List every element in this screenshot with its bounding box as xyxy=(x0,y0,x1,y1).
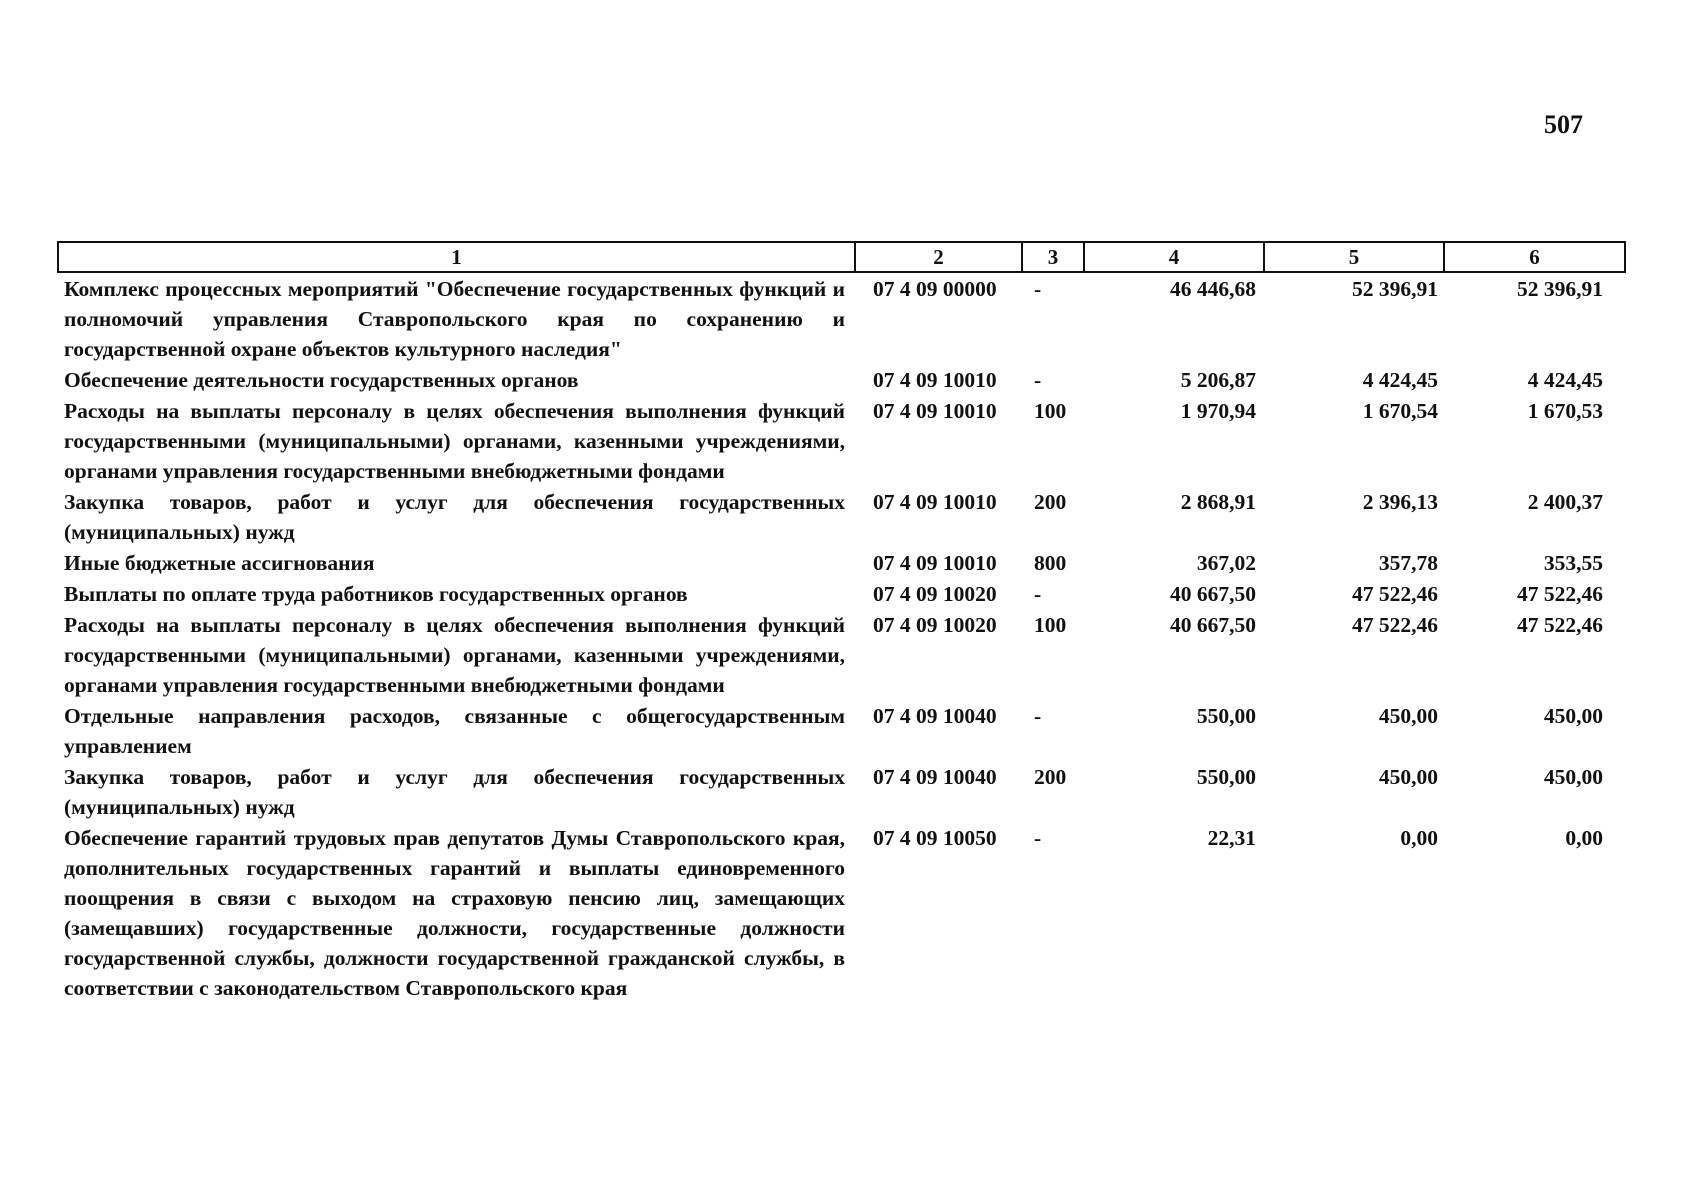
column-header-2: 2 xyxy=(855,242,1022,272)
row-name: Обеспечение деятельности государственных органов xyxy=(64,368,579,392)
row-name: Закупка товаров, работ и услуг для обеспечения государственных (муниципальных) нужд xyxy=(64,490,845,544)
row-name: Расходы на выплаты персоналу в целях обеспечения выполнения функций государственными (муниципальными) органами, казенными учреждениями, органами управления государственными внебюджетными фондами xyxy=(64,399,845,483)
column-header-1: 1 xyxy=(58,242,855,272)
page-number: 507 xyxy=(1544,110,1583,139)
row-value-col5: 450,00 xyxy=(1378,765,1438,789)
row-code: 07 4 09 10050 xyxy=(873,826,997,850)
row-value-col4: 40 667,50 xyxy=(1170,613,1256,637)
row-code: 07 4 09 10020 xyxy=(873,582,997,606)
row-value-col4: 550,00 xyxy=(1196,704,1256,728)
row-code: 07 4 09 10040 xyxy=(873,704,997,728)
table-row xyxy=(58,700,1625,761)
row-value-col5: 1 670,54 xyxy=(1362,399,1438,423)
row-value-col5: 47 522,46 xyxy=(1352,613,1438,637)
row-expense-type: 200 xyxy=(1034,765,1067,789)
row-value-col4: 550,00 xyxy=(1196,765,1256,789)
row-expense-type: 100 xyxy=(1034,399,1067,423)
table-row xyxy=(58,486,1625,547)
budget-table xyxy=(57,241,1626,1003)
row-value-col4: 40 667,50 xyxy=(1170,582,1256,606)
row-value-col6: 450,00 xyxy=(1543,765,1603,789)
row-expense-type: - xyxy=(1034,368,1042,392)
column-header-3: 3 xyxy=(1022,242,1084,272)
table-header xyxy=(58,242,1625,272)
row-code: 07 4 09 10020 xyxy=(873,613,997,637)
column-header-6: 6 xyxy=(1444,242,1625,272)
row-value-col5: 450,00 xyxy=(1378,704,1438,728)
row-value-col6: 52 396,91 xyxy=(1517,277,1603,301)
row-name: Обеспечение гарантий трудовых прав депутатов Думы Ставропольского края, дополнительных государственных гарантий и выплаты единовременного поощрения в связи с выходом на страховую пенсию лиц, замещающих (замещавших) государственные должности, государственные должности государственной службы, должности государственной гражданской службы, в соответствии с законодательством Ставропольского края xyxy=(64,826,845,1000)
row-value-col4: 22,31 xyxy=(1207,826,1256,850)
row-expense-type: - xyxy=(1034,582,1042,606)
row-value-col6: 1 670,53 xyxy=(1527,399,1603,423)
row-value-col5: 47 522,46 xyxy=(1352,582,1438,606)
row-value-col5: 2 396,13 xyxy=(1362,490,1438,514)
table-body xyxy=(58,272,1625,1003)
table-row xyxy=(58,547,1625,578)
row-expense-type: - xyxy=(1034,826,1042,850)
row-code: 07 4 09 00000 xyxy=(873,277,997,301)
row-value-col6: 353,55 xyxy=(1543,551,1603,575)
row-value-col6: 450,00 xyxy=(1543,704,1603,728)
row-expense-type: - xyxy=(1034,277,1042,301)
row-name: Иные бюджетные ассигнования xyxy=(64,551,375,575)
row-name: Закупка товаров, работ и услуг для обеспечения государственных (муниципальных) нужд xyxy=(64,765,845,819)
row-value-col4: 2 868,91 xyxy=(1180,490,1256,514)
row-name: Расходы на выплаты персоналу в целях обеспечения выполнения функций государственными (муниципальными) органами, казенными учреждениями, органами управления государственными внебюджетными фондами xyxy=(64,613,845,697)
row-code: 07 4 09 10010 xyxy=(873,490,997,514)
row-value-col4: 1 970,94 xyxy=(1180,399,1256,423)
column-header-4: 4 xyxy=(1084,242,1264,272)
row-expense-type: 200 xyxy=(1034,490,1067,514)
table-row xyxy=(58,761,1625,822)
row-expense-type: 100 xyxy=(1034,613,1067,637)
row-value-col6: 47 522,46 xyxy=(1517,613,1603,637)
table-row xyxy=(58,609,1625,700)
row-code: 07 4 09 10040 xyxy=(873,765,997,789)
row-value-col5: 4 424,45 xyxy=(1362,368,1438,392)
table-row xyxy=(58,395,1625,486)
table-row xyxy=(58,272,1625,364)
row-code: 07 4 09 10010 xyxy=(873,399,997,423)
row-name: Комплекс процессных мероприятий "Обеспечение государственных функций и полномочий управления Ставропольского края по сохранению и государственной охране объектов культурного наследия" xyxy=(64,277,845,361)
row-value-col5: 0,00 xyxy=(1400,826,1438,850)
row-code: 07 4 09 10010 xyxy=(873,551,997,575)
row-value-col6: 47 522,46 xyxy=(1517,582,1603,606)
row-value-col4: 367,02 xyxy=(1196,551,1256,575)
row-value-col4: 46 446,68 xyxy=(1170,277,1256,301)
column-header-5: 5 xyxy=(1264,242,1444,272)
row-value-col4: 5 206,87 xyxy=(1180,368,1256,392)
row-name: Отдельные направления расходов, связанные с общегосударственным управлением xyxy=(64,704,845,758)
row-value-col6: 0,00 xyxy=(1565,826,1603,850)
row-name: Выплаты по оплате труда работников государственных органов xyxy=(64,582,688,606)
row-code: 07 4 09 10010 xyxy=(873,368,997,392)
table-row xyxy=(58,822,1625,1003)
row-value-col6: 2 400,37 xyxy=(1527,490,1603,514)
row-value-col5: 52 396,91 xyxy=(1352,277,1438,301)
row-value-col5: 357,78 xyxy=(1378,551,1438,575)
table-row xyxy=(58,578,1625,609)
row-expense-type: - xyxy=(1034,704,1042,728)
row-value-col6: 4 424,45 xyxy=(1527,368,1603,392)
table-row xyxy=(58,364,1625,395)
row-expense-type: 800 xyxy=(1034,551,1067,575)
